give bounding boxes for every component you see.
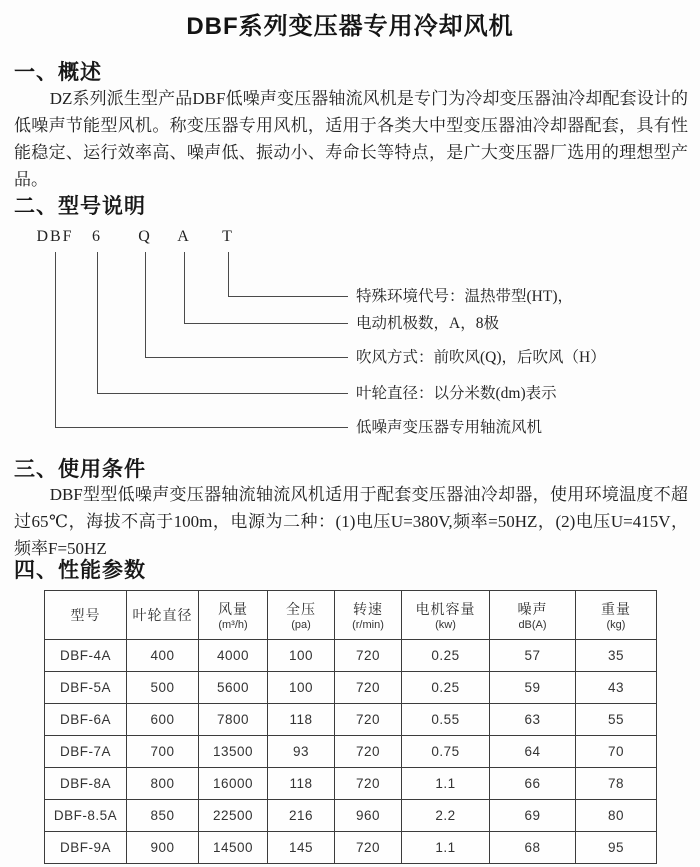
table-cell: 400: [127, 640, 199, 672]
column-name: 噪声: [517, 601, 548, 617]
column-unit: dB(A): [518, 619, 547, 631]
table-cell: 59: [490, 672, 576, 704]
diagram-vertical-line: [184, 252, 185, 323]
table-cell: 78: [576, 768, 657, 800]
table-cell: DBF-8A: [45, 768, 127, 800]
table-cell: DBF-9A: [45, 832, 127, 864]
table-cell: 57: [490, 640, 576, 672]
diagram-vertical-line: [97, 252, 98, 393]
performance-table-body: [45, 640, 657, 864]
column-unit: (m³/h): [218, 619, 248, 631]
section-heading-performance: 四、性能参数: [14, 559, 146, 582]
table-cell: DBF-4A: [45, 640, 127, 672]
table-cell: 63: [490, 704, 576, 736]
column-name: 电机容量: [415, 601, 476, 617]
conditions-paragraph: DBF型型低噪声变压器轴流轴流风机适用于配套变压器油冷却器，使用环境温度不超过65℃，海拔不高于100m，电源为二种：(1)电压U=380V,频率=50HZ，(2)电压U=415V，频率F=50HZ: [14, 485, 688, 558]
table-row: [45, 704, 657, 736]
table-cell: 95: [576, 832, 657, 864]
table-cell: 700: [127, 736, 199, 768]
table-cell: 5600: [199, 672, 268, 704]
table-cell: 720: [335, 672, 402, 704]
table-cell: 720: [335, 736, 402, 768]
model-code-part-A: A: [177, 228, 191, 245]
table-cell: 118: [268, 704, 335, 736]
table-cell: 13500: [199, 736, 268, 768]
diagram-vertical-line: [55, 252, 56, 427]
table-cell: 720: [335, 704, 402, 736]
model-code-label: 吹风方式：前吹风(Q)，后吹风（H）: [356, 349, 606, 366]
table-cell: 0.55: [402, 704, 490, 736]
table-cell: 93: [268, 736, 335, 768]
table-cell: 216: [268, 800, 335, 832]
column-header: [127, 591, 199, 640]
column-name: 全压: [286, 601, 316, 617]
table-cell: DBF-5A: [45, 672, 127, 704]
table-row: [45, 800, 657, 832]
table-cell: 14500: [199, 832, 268, 864]
diagram-vertical-line: [228, 252, 229, 296]
table-cell: 145: [268, 832, 335, 864]
table-cell: 68: [490, 832, 576, 864]
table-cell: 55: [576, 704, 657, 736]
table-cell: 4000: [199, 640, 268, 672]
model-code-part-6: 6: [92, 228, 102, 245]
table-row: [45, 832, 657, 864]
table-cell: 16000: [199, 768, 268, 800]
column-header: [268, 591, 335, 640]
table-cell: 0.75: [402, 736, 490, 768]
model-code-label: 特殊环境代号：温热带型(HT)，: [356, 288, 573, 305]
table-cell: 80: [576, 800, 657, 832]
table-cell: 64: [490, 736, 576, 768]
table-cell: 720: [335, 640, 402, 672]
section-heading-model: 二、型号说明: [14, 195, 146, 218]
column-header: [490, 591, 576, 640]
section-heading-conditions: 三、使用条件: [14, 458, 146, 481]
diagram-horizontal-line: [228, 296, 348, 297]
table-cell: 720: [335, 832, 402, 864]
table-cell: 960: [335, 800, 402, 832]
table-row: [45, 640, 657, 672]
table-cell: 720: [335, 768, 402, 800]
table-cell: 600: [127, 704, 199, 736]
table-cell: 22500: [199, 800, 268, 832]
column-name: 转速: [353, 601, 383, 617]
table-cell: DBF-7A: [45, 736, 127, 768]
performance-table: [44, 590, 657, 864]
page-title: DBF系列变压器专用冷却风机: [186, 13, 514, 40]
table-cell: 500: [127, 672, 199, 704]
column-header: [576, 591, 657, 640]
diagram-horizontal-line: [55, 427, 348, 428]
model-code-part-DBF: DBF: [36, 228, 74, 245]
table-cell: 7800: [199, 704, 268, 736]
table-cell: 1.1: [402, 832, 490, 864]
performance-table-header: [45, 591, 657, 640]
model-code-label: 低噪声变压器专用轴流风机: [356, 419, 543, 436]
table-cell: 0.25: [402, 672, 490, 704]
table-row: [45, 672, 657, 704]
column-header: [402, 591, 490, 640]
column-name: 重量: [601, 601, 631, 617]
column-name: 叶轮直径: [132, 607, 193, 623]
diagram-vertical-line: [145, 252, 146, 357]
model-code-label: 叶轮直径：以分米数(dm)表示: [356, 385, 557, 402]
diagram-horizontal-line: [145, 357, 348, 358]
column-header: [199, 591, 268, 640]
diagram-horizontal-line: [184, 323, 348, 324]
table-header-row: [45, 591, 657, 640]
table-cell: 0.25: [402, 640, 490, 672]
table-cell: 100: [268, 640, 335, 672]
diagram-horizontal-line: [97, 393, 348, 394]
table-row: [45, 768, 657, 800]
table-cell: 850: [127, 800, 199, 832]
table-cell: 69: [490, 800, 576, 832]
table-cell: 70: [576, 736, 657, 768]
table-cell: DBF-8.5A: [45, 800, 127, 832]
model-code-diagram: [0, 228, 700, 450]
model-code-part-T: T: [222, 228, 234, 245]
overview-paragraph: DZ系列派生型产品DBF低噪声变压器轴流风机是专门为冷却变压器油冷却配套设计的低噪声节能型风机。称变压器专用风机，适用于各类大中型变压器油冷却器配套，具有性能稳定、运行效率高、噪声低、振动小、寿命长等特点，是广大变压器厂选用的理想型产品。: [14, 89, 688, 189]
table-cell: 66: [490, 768, 576, 800]
column-name: 型号: [70, 607, 101, 623]
column-unit: (r/min): [352, 619, 384, 631]
model-code-label: 电动机极数，A，8极: [356, 315, 499, 332]
column-unit: (pa): [291, 619, 311, 631]
column-unit: (kw): [435, 619, 456, 631]
table-cell: 1.1: [402, 768, 490, 800]
table-cell: 100: [268, 672, 335, 704]
table-cell: 43: [576, 672, 657, 704]
table-cell: DBF-6A: [45, 704, 127, 736]
table-cell: 2.2: [402, 800, 490, 832]
table-cell: 900: [127, 832, 199, 864]
column-header: [335, 591, 402, 640]
table-row: [45, 736, 657, 768]
column-unit: (kg): [606, 619, 626, 631]
table-cell: 118: [268, 768, 335, 800]
model-code-part-Q: Q: [138, 228, 152, 245]
table-cell: 800: [127, 768, 199, 800]
column-name: 风量: [218, 601, 248, 617]
table-cell: 35: [576, 640, 657, 672]
column-header: [45, 591, 127, 640]
section-heading-overview: 一、概述: [14, 61, 102, 84]
